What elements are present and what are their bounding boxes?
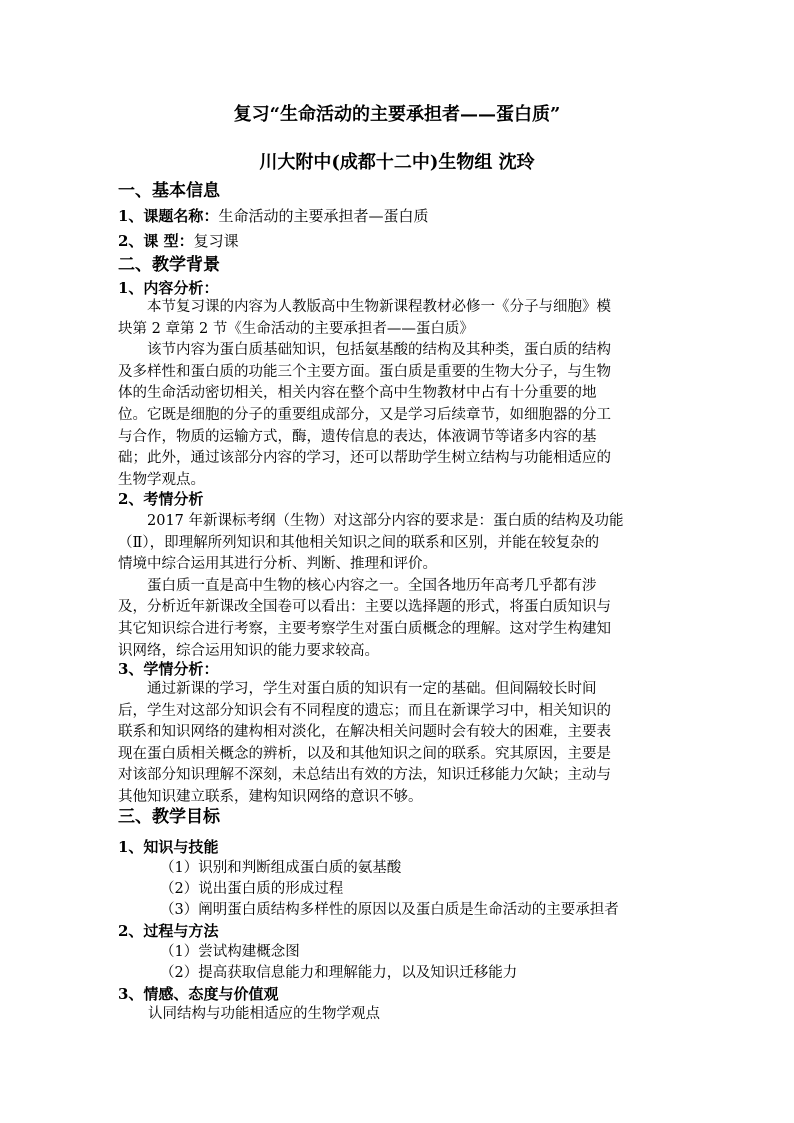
text-line: 其它知识综合进行考察，主要考察学生对蛋白质概念的理解。这对学生构建知 xyxy=(118,620,611,637)
objective-item: （1）尝试构建概念图 xyxy=(160,944,300,960)
subheading-knowledge-skills: 1、知识与技能 xyxy=(118,838,219,856)
text-line: 联系和知识网络的建构相对淡化，在解决相关问题时会有较大的困难，主要表 xyxy=(118,724,611,741)
lesson-type-row xyxy=(118,231,239,251)
text-line: 后，学生对这部分知识会有不同程度的遗忘；而且在新课学习中，相关知识的 xyxy=(118,702,611,719)
section-heading-objectives: 三、教学目标 xyxy=(118,807,220,827)
text-line: 础；此外，通过该部分内容的学习，还可以帮助学生树立结构与功能相适应的 xyxy=(118,450,611,467)
author-line: 川大附中(成都十二中)生物组 沈玲 xyxy=(259,152,535,173)
text-line: 其他知识建立联系，建构知识网络的意识不够。 xyxy=(118,788,423,805)
topic-row xyxy=(118,206,428,226)
objective-text: 认同结构与功能相适应的生物学观点 xyxy=(148,1006,380,1022)
text-line: 与合作，物质的运输方式，酶，遗传信息的表达，体液调节等诸多内容的基 xyxy=(118,428,597,445)
objective-item: （2）说出蛋白质的形成过程 xyxy=(160,881,344,897)
topic-label: 1、课题名称： xyxy=(118,207,219,225)
document-title: 复习“生命活动的主要承担者——蛋白质” xyxy=(233,104,561,125)
topic-value: 生命活动的主要承担者—蛋白质 xyxy=(218,207,429,225)
subheading-emotion-values: 3、情感、态度与价值观 xyxy=(118,985,279,1003)
text-line: 本节复习课的内容为人教版高中生物新课程教材必修一《分子与细胞》模 xyxy=(118,299,611,315)
text-line: 及多样性和蛋白质的功能三个主要方面。蛋白质是重要的生物大分子，与生物 xyxy=(118,363,611,380)
student-analysis-paragraph xyxy=(118,679,666,809)
text-line: 蛋白质一直是高中生物的核心内容之一。全国各地历年高考几乎都有涉 xyxy=(118,577,597,594)
exam-analysis-paragraph xyxy=(118,511,666,662)
content-analysis-paragraph xyxy=(118,297,666,491)
text-line: 块第 2 章第 2 节《生命活动的主要承担者——蛋白质》 xyxy=(118,320,474,337)
lesson-type-value: 复习课 xyxy=(193,232,239,250)
text-line: （Ⅱ），即理解所列知识和其他相关知识之间的联系和区别，并能在较复杂的 xyxy=(118,534,600,551)
text-line: 生物学观点。 xyxy=(118,471,205,488)
text-line: 及，分析近年新课改全国卷可以看出：主要以选择题的形式，将蛋白质知识与 xyxy=(118,599,611,616)
subheading-exam-analysis: 2、考情分析 xyxy=(118,490,204,508)
text-line: 识网络，综合运用知识的能力要求较高。 xyxy=(118,642,379,659)
objective-item: （3）阐明蛋白质结构多样性的原因以及蛋白质是生命活动的主要承担者 xyxy=(160,902,619,918)
text-line: 情境中综合运用其进行分析、判断、推理和评价。 xyxy=(118,556,437,573)
text-line: 对该部分知识理解不深刻，未总结出有效的方法，知识迁移能力欠缺；主动与 xyxy=(118,767,611,784)
text-line: 体的生命活动密切相关，相关内容在整个高中生物教材中占有十分重要的地 xyxy=(118,385,597,402)
subheading-process-methods: 2、过程与方法 xyxy=(118,922,219,940)
text-line: 2017 年新课标考纲（生物）对这部分内容的要求是：蛋白质的结构及功能 xyxy=(118,513,624,529)
objective-item: （2）提高获取信息能力和理解能力，以及知识迁移能力 xyxy=(160,965,518,981)
text-line: 位。它既是细胞的分子的重要组成部分，又是学习后续章节，如细胞器的分工 xyxy=(118,406,611,423)
objective-item: （1）识别和判断组成蛋白质的氨基酸 xyxy=(160,860,402,876)
text-line: 现在蛋白质相关概念的辨析，以及和其他知识之间的联系。究其原因，主要是 xyxy=(118,745,611,762)
lesson-type-label: 2、课 型： xyxy=(118,232,194,250)
text-line: 该节内容为蛋白质基础知识，包括氨基酸的结构及其种类，蛋白质的结构 xyxy=(118,342,611,359)
text-line: 通过新课的学习，学生对蛋白质的知识有一定的基础。但间隔较长时间 xyxy=(118,681,597,697)
section-heading-basic-info: 一、基本信息 xyxy=(118,181,220,201)
subheading-content-analysis: 1、内容分析： xyxy=(118,279,219,297)
subheading-student-analysis: 3、学情分析： xyxy=(118,660,219,678)
section-heading-background: 二、教学背景 xyxy=(118,255,220,275)
